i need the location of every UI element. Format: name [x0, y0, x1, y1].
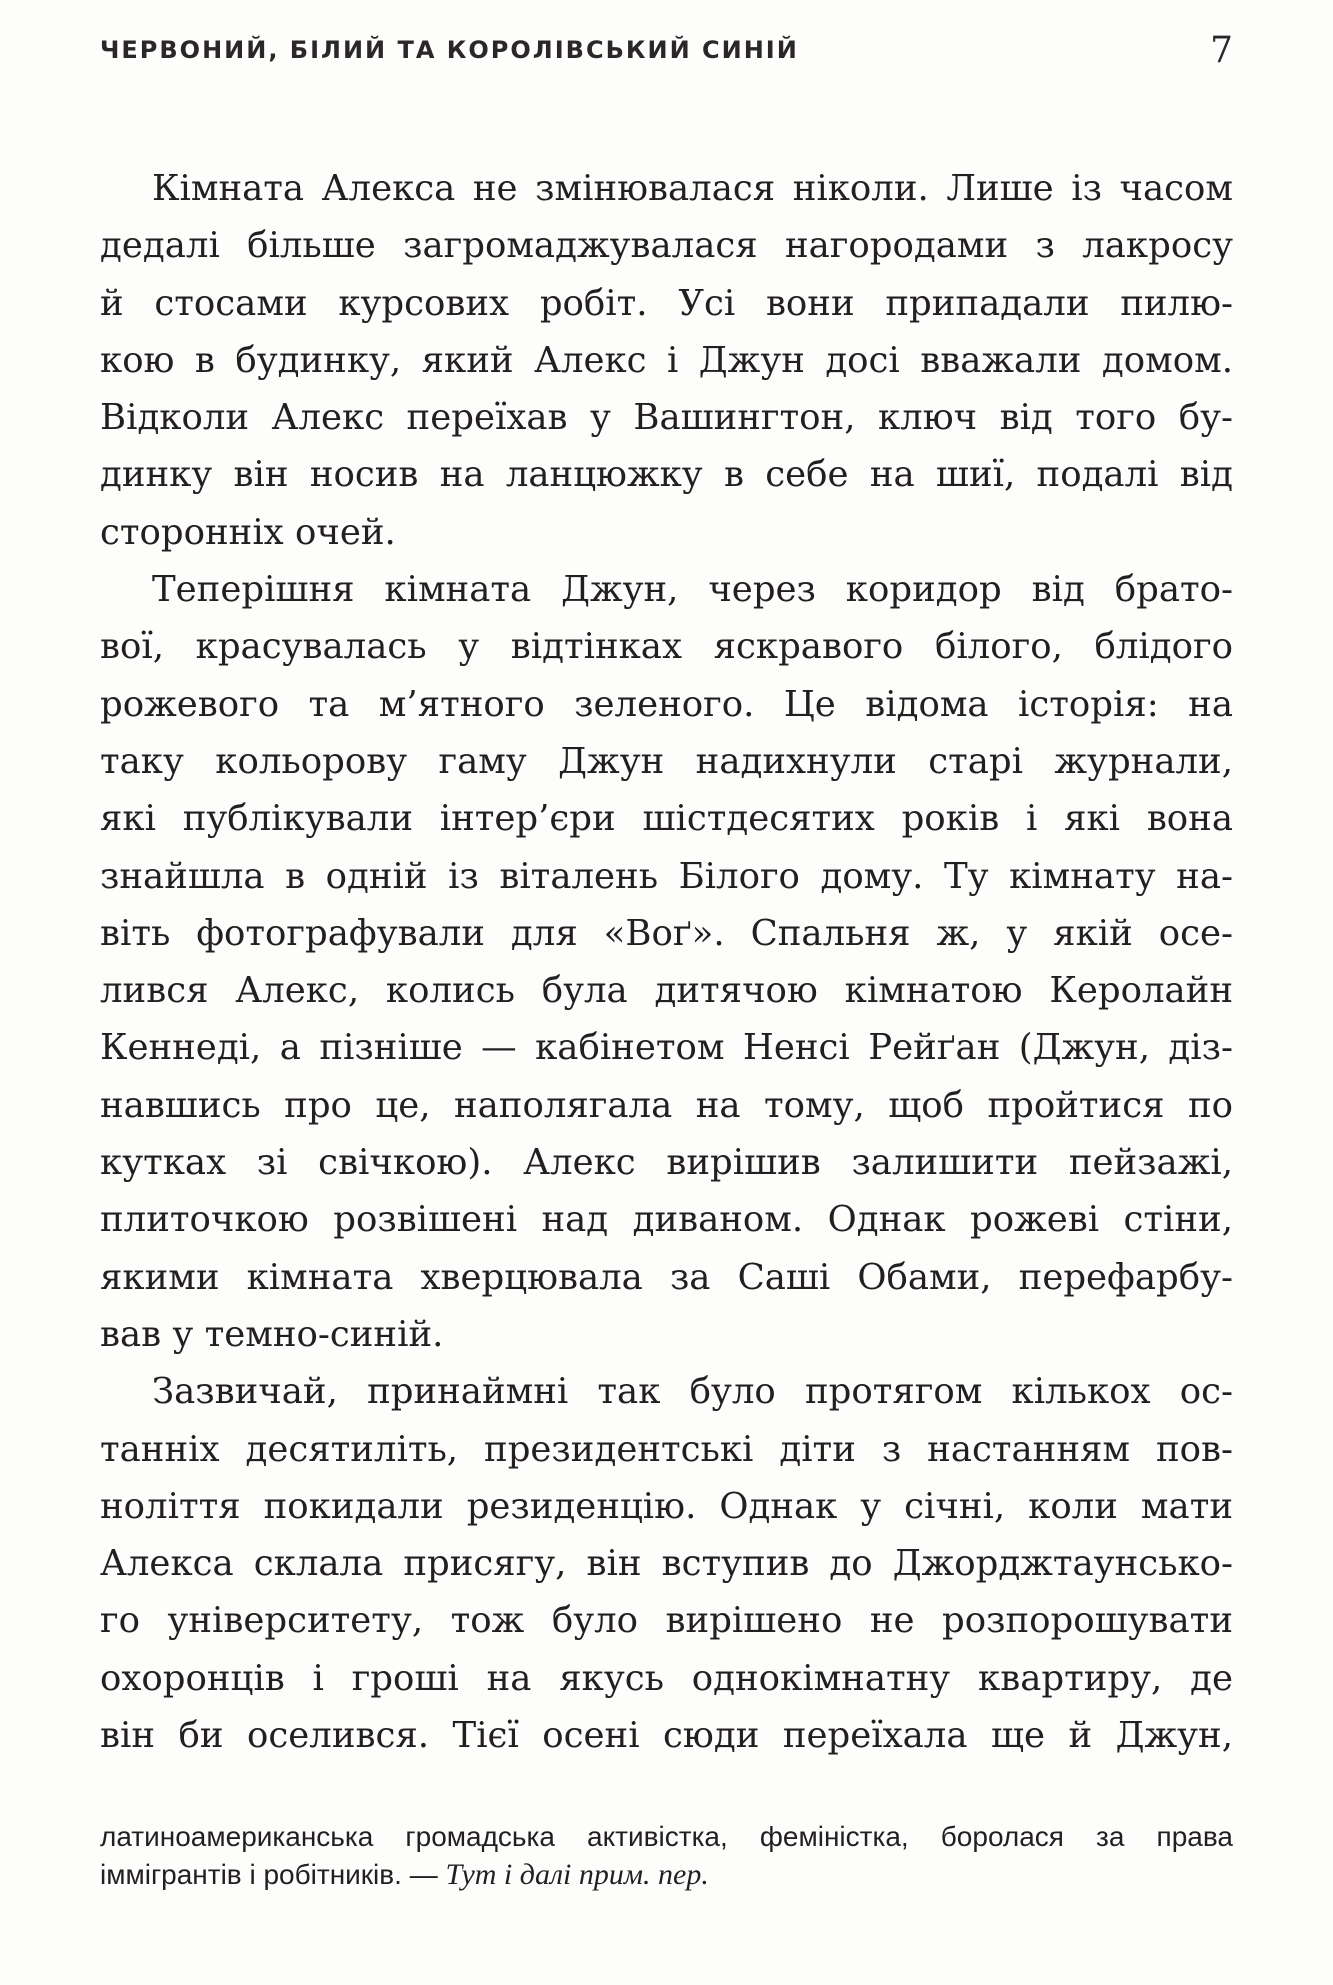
paragraph-line: Алекса склала присягу, він вступив до Джорджтаунсько- [100, 1543, 1233, 1585]
paragraph-line: навшись про це, наполягала на тому, щоб пройтися по [100, 1084, 1233, 1126]
paragraph-line: якими кімната хверцювала за Саші Обами, перефарбу- [100, 1256, 1233, 1298]
paragraph-line: плиточкою розвішені над диваном. Однак рожеві стіни, [100, 1199, 1233, 1241]
paragraph-line: які публікували інтер’єри шістдесятих років і які вона [100, 798, 1233, 840]
paragraph-line: ноліття покидали резиденцію. Однак у січні, коли мати [100, 1485, 1233, 1527]
page-number: 7 [1210, 30, 1233, 71]
paragraph-line: рожевого та м’ятного зеленого. Це відома історія: на [100, 683, 1233, 725]
paragraph-line: танніх десятиліть, президентські діти з настанням пов- [100, 1428, 1233, 1470]
paragraph-line: го університету, тож було вирішено не розпорошувати [100, 1600, 1233, 1642]
footnote-text: іммігрантів і робітників. — [100, 1859, 446, 1890]
paragraph-line: вав у темно-синій. [100, 1313, 444, 1355]
paragraph-line: Теперішня кімната Джун, через коридор від брато- [152, 569, 1233, 611]
footnote [100, 1818, 1233, 1894]
footnote-line: латиноамериканська громадська активістка, феміністка, боролася за права [100, 1821, 1233, 1852]
paragraph-line: він би оселився. Тієї осені сюди переїхала ще й Джун, [100, 1715, 1233, 1757]
paragraph-line: сторонніх очей. [100, 511, 396, 553]
paragraph-line: дедалі більше загромаджувалася нагородами з лакросу [100, 225, 1233, 267]
paragraph-line: динку він носив на ланцюжку в себе на шиї, подалі від [100, 454, 1233, 496]
paragraph-line: кою в будинку, який Алекс і Джун досі вважали домом. [100, 339, 1233, 381]
paragraph-line: кутках зі свічкою). Алекс вирішив залишити пейзажі, [100, 1142, 1233, 1184]
running-title: ЧЕРВОНИЙ, БІЛИЙ ТА КОРОЛІВСЬКИЙ СИНІЙ [100, 36, 799, 64]
paragraph-line: знайшла в одній із віталень Білого дому. Ту кімнату на- [100, 855, 1233, 897]
paragraph-line: охоронців і гроші на якусь однокімнатну квартиру, де [100, 1657, 1233, 1699]
paragraph-line: лився Алекс, колись була дитячою кімнатою Керолайн [100, 970, 1233, 1012]
paragraph-line: Кеннеді, а пізніше — кабінетом Ненсі Рейґан (Джун, діз- [100, 1027, 1233, 1069]
footnote-line [100, 1856, 1233, 1894]
paragraph-line: Зазвичай, принаймні так було протягом кількох ос- [152, 1371, 1233, 1413]
paragraph-line: вої, красувалась у відтінках яскравого білого, блідого [100, 626, 1233, 668]
body-text [100, 160, 1233, 1764]
running-head [100, 30, 1233, 76]
paragraph-line: й стосами курсових робіт. Усі вони припадали пилю- [100, 282, 1233, 324]
paragraph-line: таку кольорову гаму Джун надихнули старі журнали, [100, 740, 1233, 782]
paragraph-line: Відколи Алекс переїхав у Вашингтон, ключ від того бу- [100, 397, 1233, 439]
translator-note: Тут і далі прим. пер. [445, 1858, 709, 1891]
paragraph-line: віть фотографували для «Воґ». Спальня ж, у якій осе- [100, 912, 1233, 954]
paragraph-line: Кімната Алекса не змінювалася ніколи. Лише із часом [152, 168, 1233, 209]
